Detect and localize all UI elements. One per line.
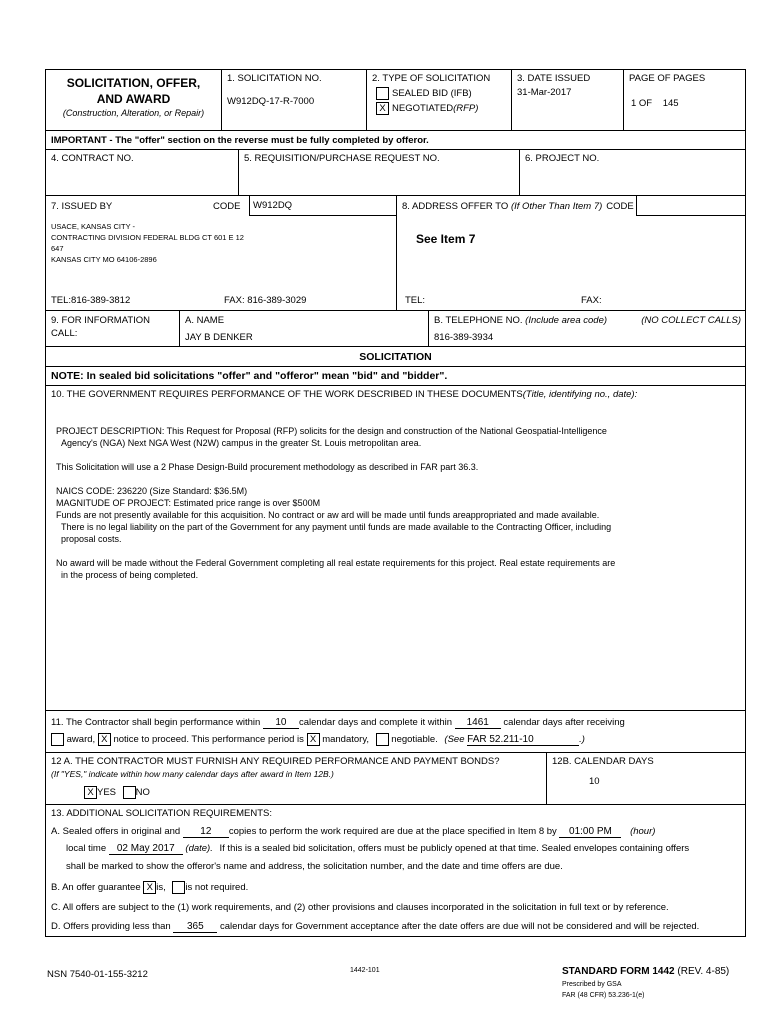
info-phone-value: 816-389-3934 (434, 332, 494, 343)
item10-block (46, 386, 745, 711)
requisition-no-label: 5. REQUISITION/PURCHASE REQUEST NO. (244, 153, 440, 164)
item12b-cell (547, 753, 745, 804)
item11-text2: calendar days and complete it within (298, 717, 453, 728)
form-footer (45, 965, 746, 1010)
address-offer-label-text: 8. ADDRESS OFFER TO (402, 200, 509, 212)
hour-label: (hour) (630, 826, 656, 837)
item10-para-line: proposal costs. (61, 534, 122, 544)
sealed-bid-option[interactable] (376, 87, 506, 100)
item10-label-ital: (Title, identifying no., date): (522, 389, 638, 400)
form-subtitle: (Construction, Alteration, or Repair) (62, 108, 205, 118)
see-label: (See (444, 734, 465, 745)
note-row (46, 367, 745, 386)
item13-a-text3: If this is a sealed bid solicitation, offers must be publicly opened at that time. Sealed envelopes containing offers (219, 843, 690, 854)
info-phone-label: B. TELEPHONE NO. (434, 315, 523, 326)
negotiable-label: negotiable. (391, 734, 438, 745)
negotiated-checkbox[interactable]: X (376, 102, 389, 115)
issued-address-line: CONTRACTING DIVISION FEDERAL BLDG CT 601 E 12 (51, 233, 244, 242)
solicitation-form (45, 69, 746, 937)
requisition-no-cell[interactable] (239, 150, 520, 195)
due-date-field[interactable]: 02 May 2017 (109, 843, 183, 855)
item13-b-text1: B. An offer guarantee (51, 882, 141, 894)
address-offer-code-value[interactable] (636, 196, 745, 216)
item10-para-line: in the process of being completed. (61, 570, 199, 580)
address-offer-code-label: CODE (606, 200, 634, 212)
bonds-options (84, 786, 541, 799)
item10-para-line: There is no legal liability on the part of the Government for any payment until funds are made available to the Contracting Officer, including (61, 522, 612, 532)
guarantee-is-checkbox[interactable]: X (143, 881, 156, 894)
address-offer-value: See Item 7 (416, 232, 476, 246)
bonds-yes-label: YES (97, 787, 117, 799)
item12a-label: 12 A. THE CONTRACTOR MUST FURNISH ANY REQUIRED PERFORMANCE AND PAYMENT BONDS? (51, 756, 500, 767)
negotiated-label: NEGOTIATED (392, 103, 454, 115)
sealed-bid-label: SEALED BID (IFB) (392, 88, 472, 100)
item13-block (46, 805, 745, 936)
address-offer-tel: TEL: (405, 295, 426, 306)
guarantee-not-checkbox[interactable] (172, 881, 185, 894)
page-total: 145 (662, 98, 679, 109)
item12b-label: 12B. CALENDAR DAYS (552, 756, 654, 767)
item11-block (46, 711, 745, 753)
form-title-line2: AND AWARD (96, 92, 171, 106)
sealed-bid-note: NOTE: In sealed bid solicitations "offer" and "offeror" mean "bid" and "bidder". (51, 370, 448, 382)
item10-para-line: MAGNITUDE OF PROJECT: Estimated price range is over $500M (56, 498, 321, 508)
item10-para-line: NAICS CODE: 236220 (Size Standard: $36.5M) (56, 486, 248, 496)
header-row (46, 70, 745, 131)
issued-row (46, 196, 745, 311)
page-label: PAGE OF PAGES (629, 73, 706, 84)
notice-checkbox[interactable]: X (98, 733, 111, 746)
form-code: 1442-101 (350, 967, 380, 974)
issued-address-line: USACE, KANSAS CITY - (51, 222, 136, 231)
item13-a-text4: shall be marked to show the offeror's name and address, the solicitation number, and the date and time offers are due. (66, 861, 563, 872)
item10-para-line: This Solicitation will use a 2 Phase Design-Build procurement methodology as described in FAR part 36.3. (56, 462, 479, 472)
guarantee-not-label: is not required. (185, 882, 249, 894)
form-name: STANDARD FORM 1442 (562, 966, 675, 977)
solicitation-heading: SOLICITATION (359, 350, 432, 363)
bonds-no-label: NO (135, 787, 150, 799)
item10-para-line: PROJECT DESCRIPTION: This Request for Proposal (RFP) solicits for the design and construction of the National Geospatial-Intelligence (56, 426, 607, 436)
contract-row (46, 150, 745, 196)
solicitation-heading-row (46, 347, 745, 367)
item10-para-line: No award will be made without the Federal Government completing all real estate requirements for this project. Real estate requirements are (56, 558, 616, 568)
issued-fax: FAX: 816-389-3029 (224, 295, 307, 306)
item12b-value: 10 (589, 776, 600, 787)
item10-description (56, 425, 740, 581)
local-time-label: local time (66, 843, 107, 854)
address-offer-label (402, 201, 602, 212)
item13-a-line2 (66, 843, 740, 855)
address-offer-fax: FAX: (581, 295, 602, 306)
item13-d-text2: calendar days for Government acceptance after the date offers are due will not be considered and will be rejected. (219, 921, 700, 933)
negotiated-option[interactable] (376, 102, 506, 115)
issued-by-label: 7. ISSUED BY (51, 200, 113, 212)
sealed-bid-checkbox[interactable] (376, 87, 389, 100)
item11-line2 (51, 731, 740, 748)
guarantee-is-label: is, (156, 882, 166, 894)
info-label-line1: 9. FOR INFORMATION (51, 315, 151, 326)
info-label-cell (46, 311, 180, 346)
date-issued-cell (512, 70, 624, 130)
solicitation-type-label: 2. TYPE OF SOLICITATION (372, 73, 491, 84)
important-note: IMPORTANT - The "offer" section on the reverse must be fully completed by offeror. (51, 134, 429, 146)
form-number (562, 966, 729, 977)
prescribed-by: Prescribed by GSA (562, 981, 622, 988)
item10-label (51, 389, 740, 401)
start-days-field[interactable]: 10 (263, 717, 299, 729)
form-rev: (REV. 4-85) (677, 966, 730, 977)
issued-tel: TEL:816-389-3812 (51, 295, 131, 306)
item13-d-text1: D. Offers providing less than (51, 921, 171, 933)
bonds-yes-checkbox[interactable]: X (84, 786, 97, 799)
page-current: 1 OF (631, 98, 653, 109)
item13-d-line (51, 921, 740, 933)
item11-line1 (51, 714, 740, 731)
due-time-field[interactable]: 01:00 PM (559, 826, 621, 838)
item10-label-text: 10. THE GOVERNMENT REQUIRES PERFORMANCE OF THE WORK DESCRIBED IN THESE DOCUMENTS (51, 389, 523, 400)
date-label: (date). (185, 843, 213, 854)
address-offer-header (397, 196, 745, 216)
item11-text1: 11. The Contractor shall begin performance within (51, 717, 261, 728)
negotiated-rfp: (RFP) (453, 103, 479, 115)
see-reference-field[interactable]: FAR 52.211-10 (467, 734, 579, 746)
item10-para-line: Funds are not presently available for this acquisition. No contract or aw ard will be made until funds areappropriated and made available. (56, 510, 600, 520)
date-issued-label: 3. DATE ISSUED (517, 73, 591, 84)
issued-code-label: CODE (213, 200, 241, 212)
project-no-label: 6. PROJECT NO. (525, 153, 600, 164)
info-name-value: JAY B DENKER (185, 332, 253, 343)
issued-address (51, 221, 396, 265)
info-name-cell (180, 311, 429, 346)
item13-a-text2: copies to perform the work required are due at the place specified in Item 8 by (228, 826, 557, 837)
item13-label: 13. ADDITIONAL SOLICITATION REQUIREMENTS: (51, 808, 273, 819)
item13-a-text1: A. Sealed offers in original and (51, 826, 181, 837)
bonds-no-checkbox[interactable] (123, 786, 136, 799)
info-name-label: A. NAME (185, 315, 225, 326)
address-offer-cell (397, 196, 745, 310)
solicitation-type-cell (367, 70, 512, 130)
info-label-line2: CALL: (51, 328, 78, 339)
info-row (46, 311, 745, 347)
item10-para-line: Agency's (NGA) Next NGA West (N2W) campus in the greater St. Louis metropolitan area. (61, 438, 422, 448)
address-offer-label-ital: (If Other Than Item 7) (510, 200, 603, 212)
item13-a-line1 (51, 826, 740, 838)
nsn-number: NSN 7540-01-155-3212 (47, 969, 148, 980)
issued-address-line: KANSAS CITY MO 64106-2896 (51, 255, 157, 264)
mandatory-checkbox[interactable]: X (307, 733, 320, 746)
form-title-cell (46, 70, 222, 130)
issued-by-header (46, 196, 396, 216)
acceptance-days-field[interactable]: 365 (173, 921, 217, 933)
issued-address-line: 647 (51, 244, 64, 253)
issued-code-value: W912DQ (249, 196, 396, 216)
item13-b-line (51, 881, 740, 894)
page-cell (624, 70, 745, 130)
complete-days-field[interactable]: 1461 (455, 717, 501, 729)
far-reference: FAR (48 CFR) 53.236-1(e) (562, 992, 645, 999)
item12a-note: (If "YES," indicate within how many calendar days after award in Item 12B.) (51, 769, 334, 779)
item13-c-text: C. All offers are subject to the (1) work requirements, and (2) other provisions and clauses incorporated in the solicitation in full text or by reference. (51, 902, 669, 914)
important-row (46, 131, 745, 150)
award-label: award, (66, 734, 96, 745)
info-phone-cell (429, 311, 745, 346)
award-checkbox[interactable] (51, 733, 64, 746)
info-phone-ital: (Include area code) (525, 315, 608, 326)
date-issued-value: 31-Mar-2017 (517, 87, 572, 98)
item11-text3: calendar days after receiving (503, 717, 625, 728)
notice-label: notice to proceed. This performance period is (113, 734, 304, 745)
contract-no-label: 4. CONTRACT NO. (51, 153, 134, 164)
form-title-line1: SOLICITATION, OFFER, (66, 76, 201, 90)
see-close: .) (579, 734, 585, 745)
info-phone-header (434, 314, 740, 327)
solicitation-no-cell (222, 70, 367, 130)
solicitation-no-value: W912DQ-17-R-7000 (227, 96, 315, 107)
info-no-collect: (NO COLLECT CALLS) (641, 315, 741, 326)
issued-by-cell (46, 196, 397, 310)
page-count (631, 98, 740, 109)
solicitation-no-label: 1. SOLICITATION NO. (227, 73, 322, 84)
contract-no-cell[interactable] (46, 150, 239, 195)
copies-field[interactable]: 12 (183, 826, 229, 838)
mandatory-label: mandatory, (322, 734, 370, 745)
item12a-cell (46, 753, 547, 804)
project-no-cell[interactable] (520, 150, 745, 195)
item12-row (46, 753, 745, 805)
negotiable-checkbox[interactable] (376, 733, 389, 746)
